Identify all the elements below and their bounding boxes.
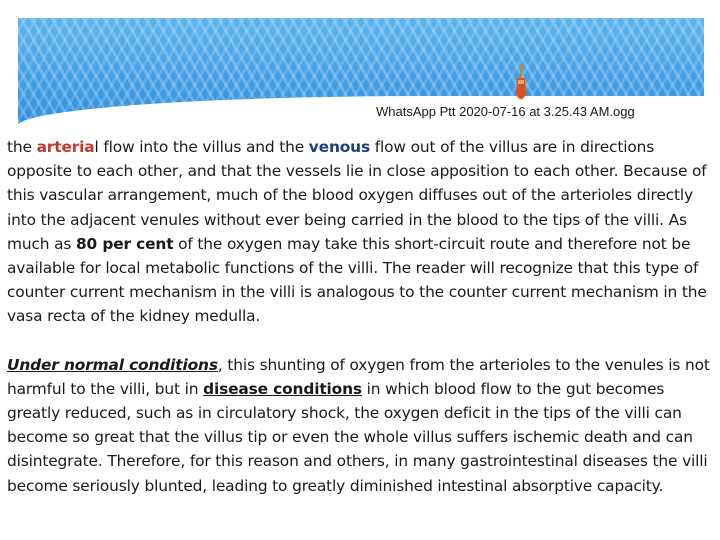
- keyword-normal-conditions: Under normal conditions: [7, 355, 218, 374]
- keyword-disease-conditions: disease conditions: [203, 379, 362, 398]
- paragraph-1: the arterial flow into the villus and the venous flow out of the villus are in directions opposite to each other, and that the vessels lie in close apposition to each other. Because of this vascular arrangement, much of the blood oxygen diffuses out of the arterioles directly into the adjacent venules without ever being carried in the blood to the tips of the villi. As much as 80 per cent of the oxygen may take this short-circuit route and therefore not be available for local metabolic functions of the villi. The reader will recognize that this type of counter current mechanism in the villi is analogous to the counter current mechanism in the vasa recta of the kidney medulla.: [7, 138, 707, 326]
- keyword-venous: venous: [308, 138, 370, 156]
- audio-speaker-icon[interactable]: [514, 64, 528, 104]
- document-body: [7, 135, 715, 498]
- paragraph-2: Under normal conditions, this shunting of oxygen from the arterioles to the venules is not harmful to the villi, but in disease conditions in which blood flow to the gut becomes greatly reduced, such as in circulatory shock, the oxygen deficit in the tips of the villi can become so great that the villus tip or even the whole villus suffers ischemic death and can disintegrate. Therefore, for this reason and others, in many gastrointestinal diseases the villi become seriously blunted, leading to greatly diminished intestinal absorptive capacity.: [7, 355, 710, 495]
- keyword-percent: 80 per cent: [76, 234, 174, 253]
- keyword-arterial: arteria: [36, 138, 95, 156]
- audio-filename[interactable]: WhatsApp Ptt 2020-07-16 at 3.25.43 AM.ogg: [376, 104, 635, 119]
